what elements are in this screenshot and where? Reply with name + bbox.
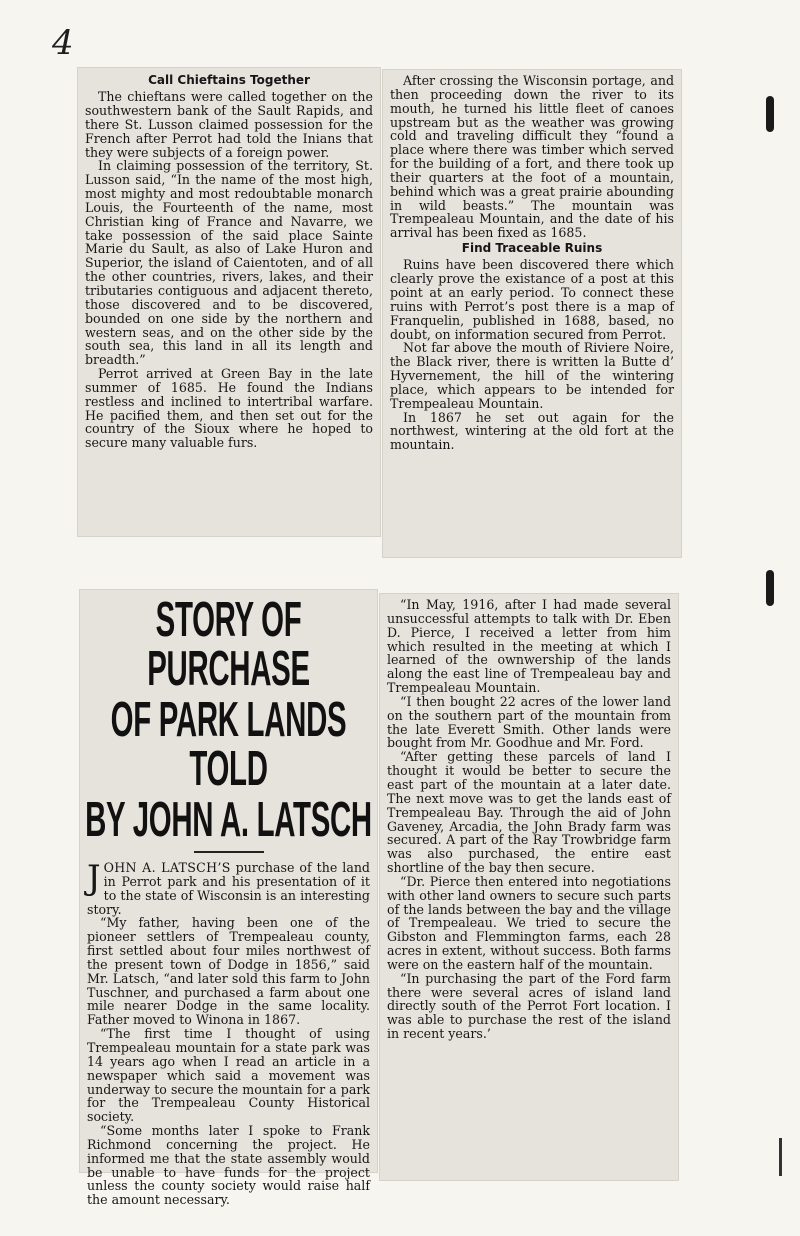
article1-right-paragraph: In 1867 he set out again for the northwest, wintering at the old fort at the mountain. [390, 409, 674, 453]
article2-right-column [380, 594, 678, 1180]
article2-left-paragraph: “My father, having been one of the pioneer settlers of Trempealeau county, first settled about four miles northwest of the present town of Dodge in 1856,” said Mr. Latsch, “and later sold this farm to John Tuschner, and purchased a farm about one mile nearer Dodge in the same locality. Father moved to Winona in 1867. [87, 915, 370, 1028]
article1-heading: Call Chieftains Together [148, 73, 310, 87]
article2-right-paragraph: “Dr. Pierce then entered into negotiations with other land owners to secure such parts of the lands between the bay and the village of Trempealeau. We tried to secure the Gibston and Flemmington farms, each 28 acres in extent, without success. Both farms were on the eastern half of the mountain. [387, 873, 671, 972]
article2-left-paragraph: “Some months later I spoke to Frank Richmond concerning the project. He informed me that the state assembly would be unable to have funds for the project unless the county society would raise half the amount necessary. [87, 1123, 370, 1208]
article2-right-paragraph: “In May, 1916, after I had made several unsuccessful attempts to talk with Dr. Eben D. Pierce, I received a letter from him which resulted in the meeting at which I learned of the ownwership of the lands along the east line of Trempealeau bay and Trempealeau Mountain. [387, 597, 671, 696]
article2-headline-line: STORY OF PURCHASE [147, 593, 310, 696]
article2-right-paragraph: “In purchasing the part of the Ford farm there were several acres of island land directly south of the Perrot Fort location. I was able to purchase the rest of the island in recent years.’ [387, 970, 671, 1042]
article1-right-column [383, 70, 681, 557]
article1-right-paragraph: Ruins have been discovered there which clearly prove the existance of a post at this point at an early period. To connect these ruins with Perrot’s post there is a map of Franquelin, published in 1688, based, no doubt, on information secured from Perrot. [390, 257, 674, 342]
lead-caps: OHN A. LATSCH’S [103, 860, 231, 875]
article2-left-paragraph: “The first time I thought of using Trempealeau mountain for a state park was 14 years ago when I read an article in a newspaper which said a movement was underway to secure the mountain for a park for the Trempealeau County Historical society. [87, 1026, 370, 1125]
article2-right-paragraph: “I then bought 22 acres of the lower land on the southern part of the mountain from the late Everett Smith. Other lands were bought from Mr. Goodhue and Mr. Ford. [387, 693, 671, 751]
article2-headline-line: OF PARK LANDS TOLD [110, 693, 347, 796]
headline-rule [194, 851, 264, 853]
binder-hole-mark [766, 96, 774, 132]
article1-left-column [78, 68, 380, 536]
article1-right-paragraph: Not far above the mouth of Riviere Noire, the Black river, there is written la Butte d’ Hyvernement, the hill of the wintering place, which appears to be intended for Trempealeau Mountain. [390, 340, 674, 411]
drop-cap: J [87, 858, 101, 898]
page-number: 4 [52, 23, 74, 63]
edge-mark [779, 1138, 782, 1176]
lead-text: purchase of the land in Perrot park and his presentation of it to the state of Wisconsin is an interesting story. [87, 860, 370, 917]
article1-subheading: Find Traceable Ruins [461, 241, 603, 256]
article1-left-paragraph: Perrot arrived at Green Bay in the late summer of 1685. He found the Indians restless and inclined to intertribal warfare. He pacified them, and then set out for the country of the Sioux where he hoped to secure many valuable furs. [85, 366, 373, 451]
article2-headline-line: BY JOHN A. LATSCH [85, 793, 372, 847]
article2-lead-paragraph [87, 858, 370, 917]
article1-left-paragraph: In claiming possession of the territory, St. Lusson said, “In the name of the most high, most mighty and most redoubtable monarch Louis, the Fourteenth of the name, most Christian king of France and Navarre, we take possession of the said place Sainte Marie du Sault, as also of Lake Huron and Superior, the island of Caientoten, and of all the other countries, rivers, lakes, and their tributaries contiguous and adjacent thereto, those discovered and to be discovered, bounded on one side by the northern and western seas, and on the other side by the south sea, this land in all its length and breadth.” [85, 158, 373, 368]
article1-left-paragraph: The chieftans were called together on the southwestern bank of the Sault Rapids, and there St. Lusson claimed possession for the French after Perrot had told the Inians that they were subjects of a foreign power. [85, 89, 373, 160]
article2-right-paragraph: “After getting these parcels of land I thought it would be better to secure the east part of the mountain at a later date. The next move was to get the lands east of Trempealeau Bay. Through the aid of John Gaveney, Arcadia, the John Brady farm was secured. A part of the Ray Trowbridge farm was also purchased, the entire east shortline of the bay then secure. [387, 749, 671, 876]
article1-right-paragraph: After crossing the Wisconsin portage, and then proceeding down the river to its mouth, he turned his little fleet of canoes upstream but as the weather was growing cold and traveling difficult they “found a place where there was timber which served for the building of a fort, and there took up their quarters at the foot of a mountain, behind which was a great prairie abounding in wild beasts.” The mountain was Trempealeau Mountain, and the date of his arrival has been fixed as 1685. [390, 73, 674, 241]
article2-left-column [80, 590, 377, 1208]
binder-hole-mark [766, 570, 774, 606]
